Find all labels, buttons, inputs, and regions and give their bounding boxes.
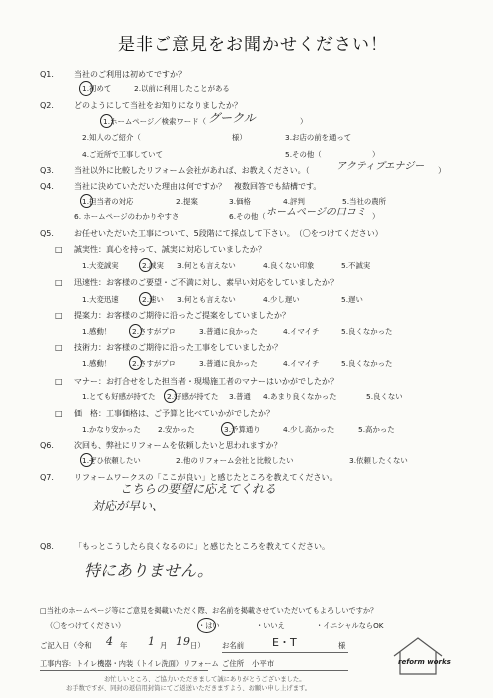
q5-item-label: 価 格：工事価格は、ご予算と比べていかがでしたか？ [74, 409, 274, 418]
q6-question: 次回も、弊社にリフォームを依頼したいと思われますか？ [74, 441, 282, 450]
q2-question: どのようにして当社をお知りになりましたか？ [74, 101, 242, 110]
q6-number: Q6. [40, 441, 54, 450]
name-value: E・T [272, 636, 297, 649]
q8-question: 「もっとこうしたら良くなるのに」と感じたところを教えてください。 [74, 542, 330, 551]
q7-handwritten-answer-line2: 対応が早い、 [92, 499, 165, 513]
q3-number: Q3. [40, 166, 54, 175]
q3-handwritten-company: アクティブエナジー [336, 161, 425, 172]
q2-option-other-close: ） [372, 150, 380, 159]
q5-item-option[interactable]: 4.少し遅い [263, 295, 300, 304]
date-month-unit: 月 [160, 641, 168, 650]
q5-item-option[interactable]: 5.良くなかった [341, 327, 393, 336]
permission-no[interactable]: ・いいえ [256, 621, 285, 630]
q7-question: リフォームワークスの「ここが良い」と感じたところを教えてください。 [74, 473, 338, 482]
q4-option-staff[interactable]: 1.担当者の対応 [82, 197, 134, 206]
q4-option-proposal[interactable]: 2.提案 [176, 197, 198, 206]
q5-item-option[interactable]: 3.何とも言えない [177, 295, 236, 304]
date-year-value: 4 [106, 635, 113, 648]
q5-item-option[interactable]: 3.普通 [229, 392, 251, 401]
q1-option-first-time[interactable]: 1.初めて [82, 84, 112, 93]
q5-item-option[interactable]: 2.速い [142, 295, 164, 304]
q5-item-option[interactable]: 5.良くなかった [341, 359, 393, 368]
q2-option-other[interactable]: 5.その他（ [285, 150, 322, 159]
q4-option-other-close: ） [372, 212, 380, 221]
q5-item-option[interactable]: 1.感動！ [82, 359, 112, 368]
q5-item-option[interactable]: 3.何とも言えない [177, 261, 236, 270]
q5-item-option[interactable]: 3.普通に良かった [199, 327, 258, 336]
checkbox-icon[interactable]: □ [55, 278, 63, 287]
q3-close: ） [438, 166, 446, 175]
q5-number: Q5. [40, 229, 54, 238]
q1-question: 当社のご利用は初めてですか？ [74, 70, 186, 79]
q5-item-option[interactable]: 1.大変誠実 [82, 261, 119, 270]
permission-initial[interactable]: ・イニシャルならOK [316, 621, 384, 630]
q5-item-option[interactable]: 2.安かった [158, 425, 195, 434]
date-month-value: 1 [148, 635, 155, 648]
q5-item-option[interactable]: 2.さすがプロ [132, 327, 177, 336]
q1-number: Q1. [40, 70, 54, 79]
checkbox-icon[interactable]: □ [55, 377, 63, 386]
name-underline [222, 652, 348, 653]
q5-item-option[interactable]: 4.少し高かった [283, 425, 335, 434]
work-label: 工事内容: [40, 659, 72, 668]
q5-item-option[interactable]: 1.かなり安かった [82, 425, 141, 434]
q5-item-option[interactable]: 1.とても好感が持てた [82, 392, 156, 401]
checkbox-icon[interactable]: □ [55, 343, 63, 352]
q5-item-option[interactable]: 4.イマイチ [283, 359, 320, 368]
q5-question: お任せいただいた工事について、5段階にて採点して下さい。 （〇をつけてください） [74, 229, 383, 238]
logo-text: reform works [398, 658, 451, 666]
q5-item-label: 迅速性：お客様のご要望・ご不満に対し、素早い対応をしていましたか？ [74, 278, 338, 287]
permission-yes[interactable]: ・はい [198, 621, 220, 630]
q1-selection-circle [79, 81, 93, 96]
q6-option-compare[interactable]: 2.他のリフォーム会社と比較したい [176, 456, 294, 465]
q5-item-option[interactable]: 5.不誠実 [341, 261, 371, 270]
q5-item-option[interactable]: 1.感動！ [82, 327, 112, 336]
return-note: お手数ですが、同封の返信用封筒にてご返送いただきますよう、お願い申し上げます。 [66, 685, 312, 692]
q4-option-homepage[interactable]: 6. ホームページのわかりやすさ [74, 212, 180, 221]
q4-question: 当社に決めていただいた理由は何ですか？ 複数回答でも結構です。 [74, 182, 322, 191]
q3-question: 当社以外に比較したリフォーム会社があれば、お教えください。（ [74, 166, 310, 175]
q4-option-reputation[interactable]: 4.評判 [283, 197, 305, 206]
work-value: トイレ機器・内装（トイレ洗面）リフォーム [76, 659, 219, 668]
date-year-unit: 年 [120, 641, 128, 650]
name-label: お名前 [222, 641, 245, 650]
q5-item-option[interactable]: 1.大変迅速 [82, 295, 119, 304]
q6-option-no[interactable]: 3.依頼したくない [349, 456, 408, 465]
circle-hint: （〇をつけてください） [46, 621, 126, 630]
q5-item-option[interactable]: 3.普通に良かった [199, 359, 258, 368]
q2-handwritten-search-word: グークル [208, 111, 256, 125]
name-suffix: 様 [338, 641, 346, 650]
q7-number: Q7. [40, 473, 54, 482]
q5-item-option[interactable]: 5.良くない [366, 392, 403, 401]
publish-permission-question: □当社のホームページ等にご意見を掲載いただく際、お名前を掲載させていただいてもよろしいですか？ [40, 606, 378, 615]
checkbox-icon[interactable]: □ [55, 245, 63, 254]
q5-item-option[interactable]: 5.遅い [341, 295, 363, 304]
checkbox-icon[interactable]: □ [55, 311, 63, 320]
q2-option1-close: ） [300, 117, 308, 126]
address-label: ご住所 [222, 659, 245, 668]
q5-item-option[interactable]: 4.あまり良くなかった [263, 392, 337, 401]
date-day-unit: 日） [190, 641, 205, 650]
q4-number: Q4. [40, 182, 54, 191]
q1-option-used-before[interactable]: 2.以前に利用したことがある [134, 84, 230, 93]
page-title: 是非ご意見をお聞かせください！ [118, 35, 388, 55]
q5-item-label: 誠実性：真心を持って、誠実に対応していましたか？ [74, 245, 266, 254]
q2-option-neighborhood[interactable]: 4.ご近所で工事していて [82, 150, 163, 159]
thanks-note: お忙しいところ、ご協力いただきまして誠にありがとうございました。 [104, 676, 306, 683]
q5-item-label: 提案力：お客様のご期待に沿ったご提案をしていましたか？ [74, 311, 290, 320]
q5-item-option[interactable]: 2.さすがプロ [132, 359, 177, 368]
q5-item-option[interactable]: 4.良くない印象 [263, 261, 315, 270]
date-day-value: 19 [176, 635, 190, 648]
q5-item-label: 技術力：お客様のご期待に沿った工事をしていましたか？ [74, 343, 282, 352]
date-label: ご記入日（令和 [40, 641, 92, 650]
q5-item-option[interactable]: 2.好感が持てた [167, 392, 219, 401]
q2-option-store-front[interactable]: 3.お店の前を通って [285, 133, 352, 142]
q8-handwritten-answer: 特にありません。 [84, 561, 213, 580]
work-underline [40, 670, 208, 671]
q4-option-price[interactable]: 3.価格 [229, 197, 251, 206]
q5-item-label: マナー：お打合せをした担当者・現場施工者のマナーはいかがでしたか？ [74, 377, 338, 386]
q6-option-yes[interactable]: 1.ぜひ依頼したい [82, 456, 141, 465]
address-value: 小平市 [252, 659, 275, 668]
q2-option-referral-suffix: 様） [232, 133, 247, 142]
q4-option-location[interactable]: 5.当社の農所 [342, 197, 387, 206]
q4-handwritten-other: ホームページの口コミ [266, 207, 366, 218]
checkbox-icon[interactable]: □ [55, 409, 63, 418]
q7-handwritten-answer-line1: こちらの要望に応えてくれる [120, 482, 277, 496]
q4-option-other[interactable]: 6.その他（ [229, 212, 266, 221]
q5-item-option[interactable]: 3.予算通り [224, 425, 261, 434]
q2-option-homepage[interactable]: 1.ホームページ／検索ワード（ [103, 117, 206, 126]
q5-item-option[interactable]: 4.イマイチ [283, 327, 320, 336]
q8-number: Q8. [40, 542, 54, 551]
q2-number: Q2. [40, 101, 54, 110]
q5-item-option[interactable]: 2.誠実 [142, 261, 164, 270]
q5-item-option[interactable]: 5.高かった [358, 425, 395, 434]
address-underline [222, 670, 348, 671]
q2-option-referral[interactable]: 2.知人のご紹介（ [82, 133, 141, 142]
